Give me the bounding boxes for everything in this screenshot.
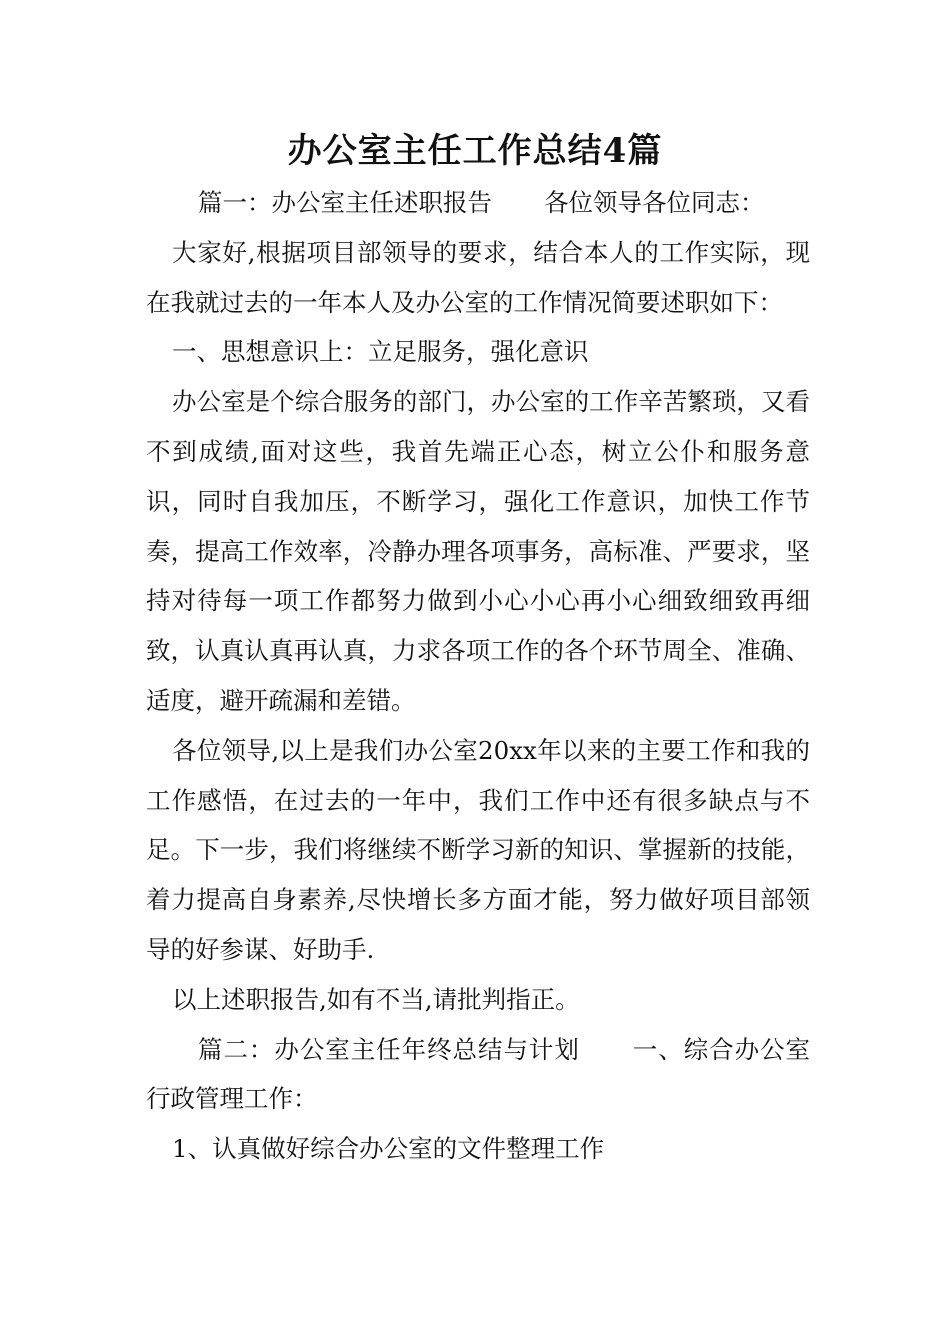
document-title: 办公室主任工作总结4篇 xyxy=(287,131,663,171)
body-paragraph: 以上述职报告,如有不当,请批判指正。 xyxy=(172,984,580,1014)
subsection-heading: 一、综合办公室行政管理工作： xyxy=(146,1034,811,1114)
body-paragraph: 大家好,根据项目部领导的要求，结合本人的工作实际，现在我就过去的一年本人及办公室的工作情况简要述职如下： xyxy=(146,237,810,317)
salutation: 各位领导各位同志： xyxy=(544,188,765,217)
list-item: 1、认真做好综合办公室的文件整理工作 xyxy=(172,1134,605,1164)
subsection-heading: 一、思想意识上：立足服务，强化意识 xyxy=(172,337,589,367)
body-paragraph: 各位领导,以上是我们办公室20xx年以来的主要工作和我的工作感悟，在过去的一年中，我们工作中还有很多缺点与不足。下一步，我们将继续不断学习新的知识、掌握新的技能，着力提高自身素养,尽快增长多方面才能，努力做好项目部领导的好参谋、好助手. xyxy=(146,735,810,964)
body-paragraph: 办公室是个综合服务的部门，办公室的工作辛苦繁琐，又看不到成绩,面对这些，我首先端正心态，树立公仆和服务意识，同时自我加压，不断学习，强化工作意识，加快工作节奏，提高工作效率，冷静办理各项事务，高标准、严要求，坚持对待每一项工作都努力做到小心小心再小心细致细致再细致，认真认真再认真，力求各项工作的各个环节周全、准确、适度，避开疏漏和差错。 xyxy=(146,387,810,715)
section-heading-paragraph xyxy=(146,1025,810,1125)
section-heading-paragraph xyxy=(146,178,810,228)
section-one-heading: 篇一：办公室主任述职报告 xyxy=(198,188,492,217)
document-body xyxy=(146,178,810,1174)
section-two-heading: 篇二：办公室主任年终总结与计划 xyxy=(198,1034,580,1064)
